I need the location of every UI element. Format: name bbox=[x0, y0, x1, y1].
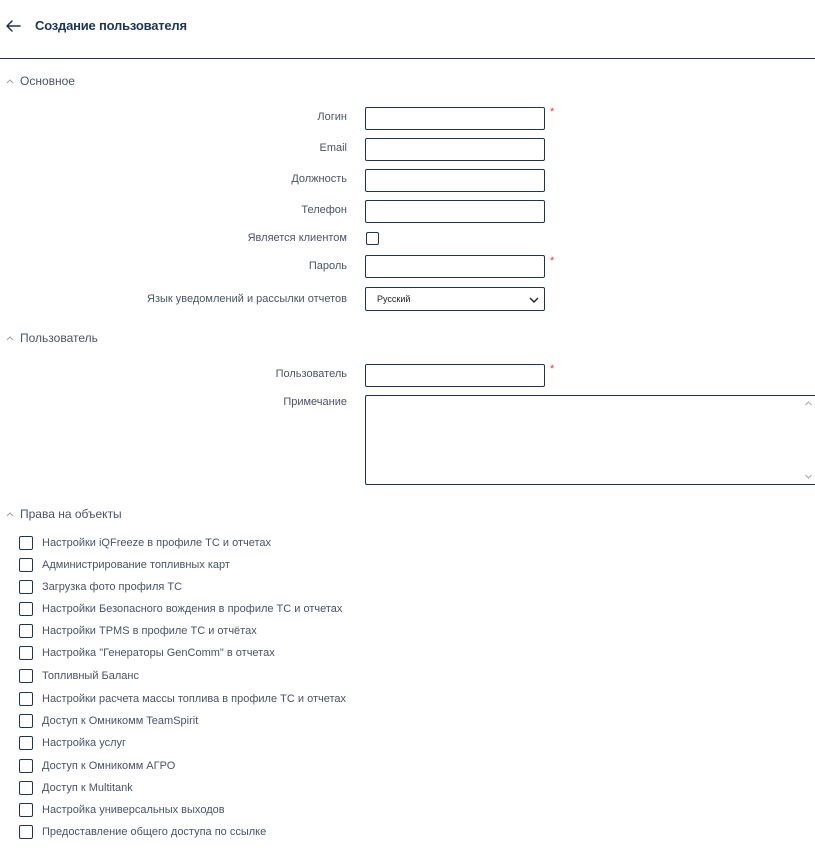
rights-item-checkbox[interactable] bbox=[19, 580, 33, 594]
scroll-up-icon[interactable] bbox=[804, 399, 813, 408]
rights-item-checkbox[interactable] bbox=[19, 781, 33, 795]
section-main-title: Основное bbox=[20, 74, 75, 88]
user-required-mark: * bbox=[550, 363, 555, 375]
language-selected-value: Русский bbox=[377, 294, 411, 304]
rights-item-label: Настройка универсальных выходов bbox=[42, 804, 225, 816]
rights-item-checkbox[interactable] bbox=[19, 714, 33, 728]
note-textarea[interactable] bbox=[365, 395, 815, 485]
login-required-mark: * bbox=[550, 106, 555, 118]
password-input[interactable] bbox=[365, 255, 545, 278]
rights-item[interactable] bbox=[19, 803, 225, 817]
email-label: Email bbox=[319, 142, 347, 154]
rights-item-checkbox[interactable] bbox=[19, 646, 33, 660]
rights-item-checkbox[interactable] bbox=[19, 624, 33, 638]
chevron-up-icon bbox=[5, 333, 15, 343]
login-label: Логин bbox=[317, 111, 347, 123]
password-label: Пароль bbox=[308, 260, 347, 272]
rights-item[interactable] bbox=[19, 669, 139, 683]
language-select[interactable] bbox=[365, 287, 545, 311]
rights-item-checkbox[interactable] bbox=[19, 803, 33, 817]
rights-item[interactable] bbox=[19, 759, 175, 773]
phone-label: Телефон bbox=[301, 204, 347, 216]
is-client-label: Является клиентом bbox=[247, 232, 347, 244]
rights-item-label: Предоставление общего доступа по ссылке bbox=[42, 826, 267, 838]
position-label: Должность bbox=[291, 173, 347, 185]
back-arrow-icon[interactable] bbox=[4, 17, 22, 35]
scroll-down-icon[interactable] bbox=[804, 472, 813, 481]
rights-item-checkbox[interactable] bbox=[19, 825, 33, 839]
rights-item-label: Настройки расчета массы топлива в профиле ТС и отчетах bbox=[42, 693, 346, 705]
rights-item-label: Доступ к Multitank bbox=[42, 782, 133, 794]
rights-item[interactable] bbox=[19, 736, 126, 750]
rights-item[interactable] bbox=[19, 646, 275, 660]
phone-input[interactable] bbox=[365, 200, 545, 223]
rights-item-label: Топливный Баланс bbox=[42, 670, 139, 682]
rights-item-checkbox[interactable] bbox=[19, 558, 33, 572]
rights-item[interactable] bbox=[19, 781, 133, 795]
note-label: Примечание bbox=[283, 396, 347, 408]
rights-item-checkbox[interactable] bbox=[19, 602, 33, 616]
rights-item-label: Доступ к Омникомм TeamSpirit bbox=[42, 715, 199, 727]
rights-item-label: Загрузка фото профиля ТС bbox=[42, 581, 183, 593]
rights-item-checkbox[interactable] bbox=[19, 759, 33, 773]
user-input[interactable] bbox=[365, 364, 545, 387]
rights-item-label: Настройка услуг bbox=[42, 737, 127, 749]
email-input[interactable] bbox=[365, 138, 545, 161]
rights-item-label: Настройка "Генераторы GenComm" в отчетах bbox=[42, 647, 275, 659]
section-rights-header[interactable] bbox=[5, 507, 122, 521]
rights-item-label: Настройки iQFreeze в профиле ТС и отчетах bbox=[42, 537, 272, 549]
rights-item-label: Администрирование топливных карт bbox=[42, 559, 230, 571]
rights-item[interactable] bbox=[19, 602, 342, 616]
rights-item-label: Доступ к Омникомм АГРО bbox=[42, 760, 176, 772]
password-required-mark: * bbox=[550, 255, 555, 267]
section-rights-title: Права на объекты bbox=[20, 507, 122, 521]
page-title: Создание пользователя bbox=[35, 18, 187, 33]
rights-item-checkbox[interactable] bbox=[19, 692, 33, 706]
chevron-up-icon bbox=[5, 76, 15, 86]
user-label: Пользователь bbox=[275, 368, 347, 380]
section-main-header[interactable] bbox=[5, 74, 75, 88]
section-user-header[interactable] bbox=[5, 331, 98, 345]
rights-item[interactable] bbox=[19, 692, 346, 706]
page-header bbox=[0, 0, 815, 59]
rights-item[interactable] bbox=[19, 624, 257, 638]
rights-item[interactable] bbox=[19, 714, 198, 728]
rights-item-checkbox[interactable] bbox=[19, 736, 33, 750]
rights-item-label: Настройки Безопасного вождения в профиле ТС и отчетах bbox=[42, 603, 343, 615]
is-client-checkbox[interactable] bbox=[366, 232, 379, 245]
chevron-down-icon bbox=[529, 295, 539, 305]
rights-item[interactable] bbox=[19, 536, 271, 550]
rights-item[interactable] bbox=[19, 825, 266, 839]
position-input[interactable] bbox=[365, 169, 545, 192]
login-input[interactable] bbox=[365, 107, 545, 130]
rights-item-checkbox[interactable] bbox=[19, 536, 33, 550]
rights-item-label: Настройки TPMS в профиле ТС и отчётах bbox=[42, 625, 257, 637]
rights-item-checkbox[interactable] bbox=[19, 669, 33, 683]
rights-item[interactable] bbox=[19, 558, 230, 572]
language-label: Язык уведомлений и рассылки отчетов bbox=[147, 293, 347, 305]
chevron-up-icon bbox=[5, 509, 15, 519]
section-user-title: Пользователь bbox=[20, 331, 98, 345]
rights-item[interactable] bbox=[19, 580, 182, 594]
